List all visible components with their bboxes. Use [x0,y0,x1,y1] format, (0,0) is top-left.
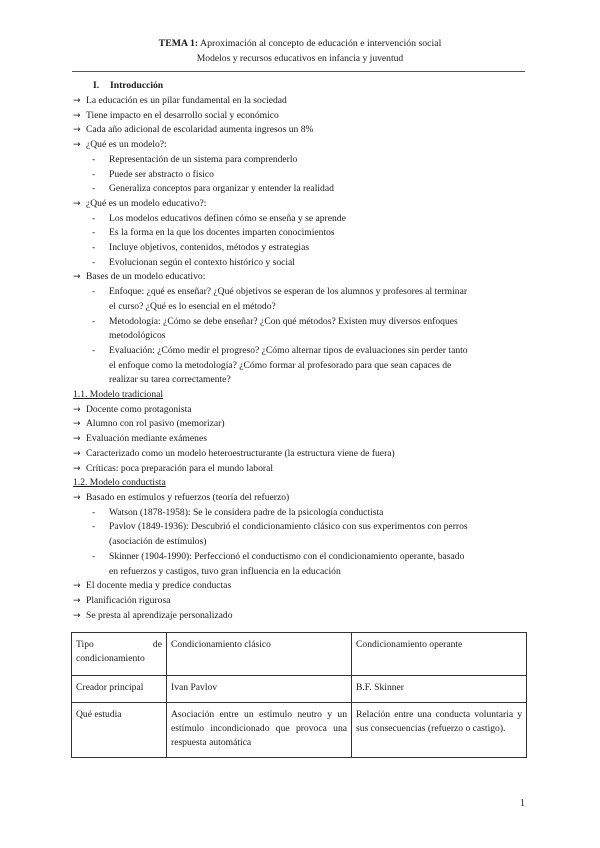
author-line: en refuerzos y castigos, tuvo gran influencia en la educación [109,565,341,577]
bases-item-line: - Enfoque: ¿qué es enseñar? ¿Qué objetivos se esperan de los alumnos y profesores al terminar [109,286,468,298]
topic-title: Aproximación al concepto de educación e intervención social [198,38,442,49]
table-cell: Relación entre una conducta voluntaria y sus consecuencias (refuerzo o castigo). [352,703,527,758]
table-cell: Asociación entre un estímulo neutro y un estímulo incondicionado que provoca una respuesta automática [167,703,352,758]
table-cell: Ivan Pavlov [167,676,352,703]
author-line: - Watson (1878-1958): Se le considera padre de la psicología conductista [109,506,384,518]
table-cell: Creador principal [72,676,167,703]
author-line: (asociación de estímulos) [109,536,207,548]
model-item: - Puede ser abstracto o físico [73,168,528,183]
section-heading [73,79,528,94]
edu-model-item: - Incluye objetivos, contenidos, métodos y estrategias [73,241,528,256]
table-cell: Qué estudia [72,703,167,758]
bases-item-line: el enfoque como la metodología? ¿Cómo formar al profesorado para que sean capaces de [109,359,452,371]
author-pavlov [73,520,528,549]
table-row [72,676,527,703]
table-header-cell: Condicionamiento clásico [167,633,352,676]
traditional-point: → Caracterizado como un modelo heteroestructurante (la estructura viene de fuera) [73,447,528,462]
table-cell: B.F. Skinner [352,676,527,703]
edu-model-item: - Evolucionan según el contexto histórico y social [73,256,528,271]
author-skinner [73,550,528,579]
page-number: 1 [520,798,525,809]
traditional-point: → Evaluación mediante exámenes [73,432,528,447]
traditional-point: → Críticas: poca preparación para el mundo laboral [73,462,528,477]
bases-item-evaluacion [73,344,528,388]
document-body [73,79,528,623]
bases-item-line: el curso? ¿Qué es lo esencial en el método? [109,300,276,312]
document-header [0,36,600,66]
edu-model-question: → ¿Qué es un modelo educativo?: [73,197,528,212]
behaviorist-point: → Se presta al aprendizaje personalizado [73,609,528,624]
traditional-point: → Docente como protagonista [73,403,528,418]
traditional-point: → Alumno con rol pasivo (memorizar) [73,417,528,432]
intro-point: → Tiene impacto en el desarrollo social y económico [73,109,528,124]
intro-point: → La educación es un pilar fundamental en la sociedad [73,94,528,109]
topic-label: TEMA 1: [158,38,199,49]
edu-model-item: - Los modelos educativos definen cómo se enseña y se aprende [73,212,528,227]
bases-item-line: - Evaluación: ¿Cómo medir el progreso? ¿Cómo alternar tipos de evaluaciones sin perder tanto [109,344,468,356]
table-row [72,703,527,758]
author-watson [73,506,528,521]
bases-item-line: metodológicos [109,330,166,342]
model-item: - Generaliza conceptos para organizar y entender la realidad [73,182,528,197]
model-item: - Representación de un sistema para comprenderlo [73,153,528,168]
subheading-traditional: 1.1. Modelo tradicional [73,389,164,401]
header-subtitle: Modelos y recursos educativos en infancia y juventud [196,53,404,64]
header-topic-line [0,36,600,51]
subheading-behaviorist: 1.2. Modelo conductista [73,477,166,489]
bases-item-line: - Metodología: ¿Cómo se debe enseñar? ¿Con qué métodos? Existen muy diversos enfoques [109,315,458,327]
table-header-cell: Condicionamiento operante [352,633,527,676]
bases-item-enfoque [73,285,528,314]
bases-item-metodologia [73,315,528,344]
behaviorist-point: → Planificación rigurosa [73,594,528,609]
author-line: - Skinner (1904-1990): Perfeccionó el conductismo con el condicionamiento operante, basado [109,550,465,562]
table-header-row [72,633,527,676]
model-question: → ¿Qué es un modelo?: [73,138,528,153]
author-line: - Pavlov (1849-1936): Descubrió el condicionamiento clásico con sus experimentos con perros [109,521,468,533]
section-title: Introducción [110,80,164,91]
header-divider [72,71,525,72]
bases-question: → Bases de un modelo educativo: [73,270,528,285]
behaviorist-point: → El docente media y predice conductas [73,579,528,594]
intro-point: → Cada año adicional de escolaridad aumenta ingresos un 8% [73,123,528,138]
edu-model-item: - Es la forma en la que los docentes imparten conocimientos [73,226,528,241]
table-header-cell: Tipo de condicionamiento [72,633,167,676]
behaviorist-basis: → Basado en estímulos y refuerzos (teoría del refuerzo) [73,491,528,506]
comparison-table [71,632,527,758]
section-number: I. [93,80,100,91]
bases-item-line: realizar su tarea correctamente? [109,374,231,386]
